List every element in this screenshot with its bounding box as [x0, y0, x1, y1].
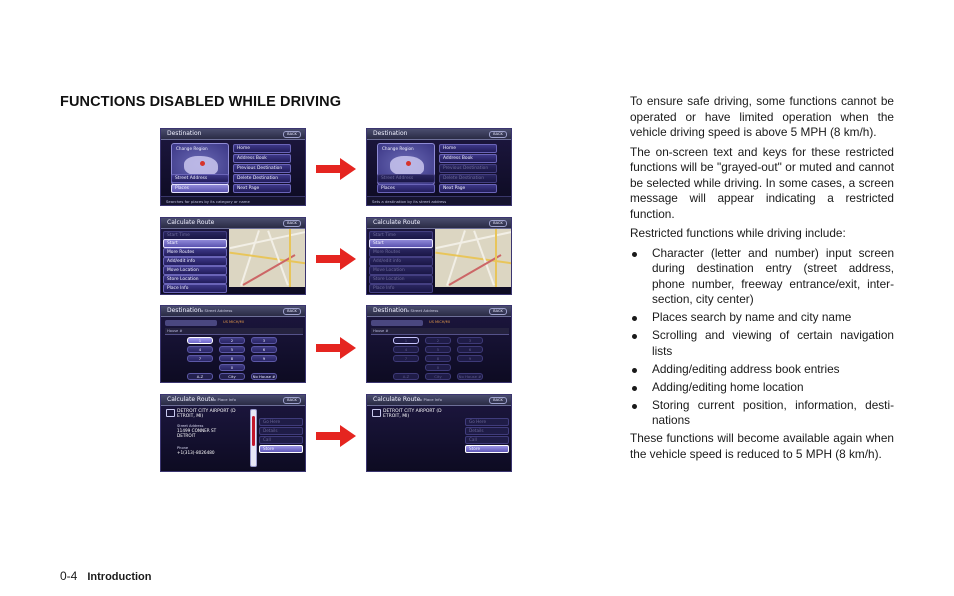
phone-value: +1(313)-8026480 [177, 450, 215, 455]
home-button[interactable]: Home [439, 144, 497, 153]
screen-title: Destination [373, 130, 408, 137]
start-button[interactable]: Start [369, 239, 433, 248]
house-number-field[interactable]: House # [371, 328, 509, 335]
street-address-value: 11499 CONNER ST [177, 428, 217, 433]
red-arrow-icon [316, 425, 356, 447]
a-z-key[interactable]: A-Z [187, 373, 213, 380]
house-number-field[interactable]: House # [165, 328, 303, 335]
location-pin-icon [406, 161, 411, 166]
city-key[interactable]: City [219, 373, 245, 380]
back-button[interactable]: BACK [283, 131, 301, 138]
key-3[interactable]: 3 [251, 337, 277, 344]
key-4[interactable]: 4 [187, 346, 213, 353]
bullet-icon [632, 404, 637, 409]
place-info-icon [166, 409, 175, 417]
delete-destination-button[interactable]: Delete Destination [233, 174, 291, 183]
places-button[interactable]: Places [377, 184, 435, 193]
route-map[interactable] [435, 229, 512, 287]
address-book-button[interactable]: Address Book [439, 154, 497, 163]
more-routes-button[interactable]: More Routes [163, 248, 227, 257]
key-6[interactable]: 6 [457, 346, 483, 353]
bullet-icon [632, 252, 637, 257]
route-map[interactable] [229, 229, 306, 287]
key-2[interactable]: 2 [219, 337, 245, 344]
change-region-label: Change Region [382, 146, 414, 151]
bullet-icon [632, 316, 637, 321]
key-1[interactable]: 1 [187, 337, 213, 344]
previous-destination-button[interactable]: Previous Destination [233, 164, 291, 173]
region-hint: US MICH/MI [223, 320, 244, 324]
calculate-route-screen-driving [366, 217, 512, 295]
closing-paragraph: These functions will become available again when the vehicle speed is reduced to 5 MPH (8 km/h). [630, 431, 894, 461]
previous-destination-button[interactable]: Previous Destination [439, 164, 497, 173]
destination-screen-driving [366, 128, 512, 206]
back-button[interactable]: BACK [489, 397, 507, 404]
address-book-button[interactable]: Address Book [233, 154, 291, 163]
location-pin-icon [200, 161, 205, 166]
red-arrow-icon [316, 158, 356, 180]
intro-paragraph: To ensure safe driving, some functions cannot be operated or have limited operation when the vehicle driving speed is above 5 MPH (8 km/h). [630, 94, 894, 139]
key-7[interactable]: 7 [187, 355, 213, 362]
go-here-button[interactable]: Go Here [465, 418, 509, 426]
details-button[interactable]: Details [259, 427, 303, 435]
bullet-icon [632, 386, 637, 391]
list-intro-paragraph: Restricted functions while driving include: [630, 226, 846, 240]
screen-title: Calculate Route [167, 219, 215, 226]
key-8[interactable]: 8 [219, 355, 245, 362]
street-address-button[interactable]: Street Address [377, 174, 435, 183]
key-9[interactable]: 9 [457, 355, 483, 362]
place-info-screen-driving [366, 394, 512, 472]
list-item: Adding/editing home location [630, 380, 894, 396]
key-0[interactable]: 0 [425, 364, 451, 371]
restricted-functions-list [630, 246, 894, 429]
back-button[interactable]: BACK [283, 308, 301, 315]
start-button[interactable]: Start [163, 239, 227, 248]
start-time-item[interactable]: Start Time [163, 231, 227, 240]
next-page-button[interactable]: Next Page [233, 184, 291, 193]
details-button[interactable]: Details [465, 427, 509, 435]
city-value: DETROIT [177, 433, 196, 438]
places-button[interactable]: Places [171, 184, 229, 193]
key-0[interactable]: 0 [219, 364, 245, 371]
street-address-screen-parked [160, 305, 306, 383]
calculate-route-screen-parked [160, 217, 306, 295]
call-button[interactable]: Call [259, 436, 303, 444]
place-name: DETROIT CITY AIRPORT (D ETROIT, MI) [177, 409, 236, 419]
list-item: Character (letter and number) input screen during destination entry (street address, phone number, freeway entrance/exit, inter-section, city center) [630, 246, 894, 308]
key-3[interactable]: 3 [457, 337, 483, 344]
scrollbar[interactable] [250, 409, 257, 467]
screen-title: Destination▸ Street Address [167, 307, 233, 314]
no-house-number-key[interactable]: No House # [252, 374, 276, 379]
back-button[interactable]: BACK [283, 397, 301, 404]
list-item: Storing current position, information, desti-nations [630, 398, 894, 429]
phone-label: Phone [177, 446, 189, 450]
back-button[interactable]: BACK [489, 131, 507, 138]
screen-hint: Sets a destination by its street address [372, 199, 447, 204]
list-item: Adding/editing address book entries [630, 362, 894, 378]
go-here-button[interactable]: Go Here [259, 418, 303, 426]
place-name: DETROIT CITY AIRPORT (D ETROIT, MI) [383, 409, 442, 419]
scrollbar-thumb[interactable] [252, 416, 255, 446]
back-button[interactable]: BACK [489, 308, 507, 315]
screen-title: Calculate Route▸ Place Info [373, 396, 442, 403]
bullet-icon [632, 368, 637, 373]
region-chip [165, 320, 217, 326]
key-8[interactable]: 8 [425, 355, 451, 362]
destination-screen-parked [160, 128, 306, 206]
bullet-icon [632, 334, 637, 339]
screen-title: Destination [167, 130, 202, 137]
section-name: Introduction [87, 571, 152, 583]
red-arrow-icon [316, 248, 356, 270]
section-heading: FUNCTIONS DISABLED WHILE DRIVING [60, 94, 342, 110]
place-info-icon [372, 409, 381, 417]
add-edit-info-button[interactable]: Add/edit info [163, 257, 227, 266]
place-info-button[interactable]: Place Info [163, 284, 227, 293]
key-6[interactable]: 6 [251, 346, 277, 353]
key-5[interactable]: 5 [425, 346, 451, 353]
place-info-button[interactable]: Place Info [369, 284, 433, 293]
screen-title: Destination▸ Street Address [373, 307, 439, 314]
screen-hint: Searches for places by its category or name [166, 199, 250, 204]
store-location-button[interactable]: Store Location [163, 275, 227, 284]
screen-title: Calculate Route [373, 219, 421, 226]
list-item: Places search by name and city name [630, 310, 894, 326]
no-house-number-key[interactable]: No House # [458, 374, 482, 379]
change-region-label: Change Region [176, 146, 208, 151]
city-key[interactable]: City [425, 373, 451, 380]
store-button[interactable]: Store [259, 445, 303, 453]
street-address-label: Street Address [177, 424, 204, 428]
red-arrow-icon [316, 337, 356, 359]
move-location-button[interactable]: Move Location [369, 266, 433, 275]
screen-title: Calculate Route▸ Place Info [167, 396, 236, 403]
navigation-screens-figure [160, 125, 512, 475]
page-number: 0-4 [60, 569, 78, 583]
store-location-button[interactable]: Store Location [369, 275, 433, 284]
key-5[interactable]: 5 [219, 346, 245, 353]
key-4[interactable]: 4 [393, 346, 419, 353]
call-button[interactable]: Call [465, 436, 509, 444]
back-button[interactable]: BACK [489, 220, 507, 227]
more-routes-button[interactable]: More Routes [369, 248, 433, 257]
a-z-key[interactable]: A-Z [393, 373, 419, 380]
list-item: Scrolling and viewing of certain navigation lists [630, 328, 894, 359]
key-9[interactable]: 9 [251, 355, 277, 362]
region-chip [371, 320, 423, 326]
key-2[interactable]: 2 [425, 337, 451, 344]
store-button[interactable]: Store [465, 445, 509, 453]
key-1[interactable]: 1 [393, 337, 419, 344]
home-button[interactable]: Home [233, 144, 291, 153]
street-address-screen-driving [366, 305, 512, 383]
key-7[interactable]: 7 [393, 355, 419, 362]
page-footer [60, 569, 152, 583]
next-page-button[interactable]: Next Page [439, 184, 497, 193]
back-button[interactable]: BACK [283, 220, 301, 227]
region-hint: US MICH/MI [429, 320, 450, 324]
street-address-button[interactable]: Street Address [171, 174, 229, 183]
grayed-out-paragraph: The on-screen text and keys for these restricted functions will be "grayed-out" or muted and cannot be selected while driving. In some cases, a screen message will appear indicating a restricted function. [630, 144, 894, 221]
move-location-button[interactable]: Move Location [163, 266, 227, 275]
body-text-column [630, 94, 894, 466]
add-edit-info-button[interactable]: Add/edit info [369, 257, 433, 266]
start-time-item[interactable]: Start Time [369, 231, 433, 240]
place-info-screen-parked [160, 394, 306, 472]
delete-destination-button[interactable]: Delete Destination [439, 174, 497, 183]
